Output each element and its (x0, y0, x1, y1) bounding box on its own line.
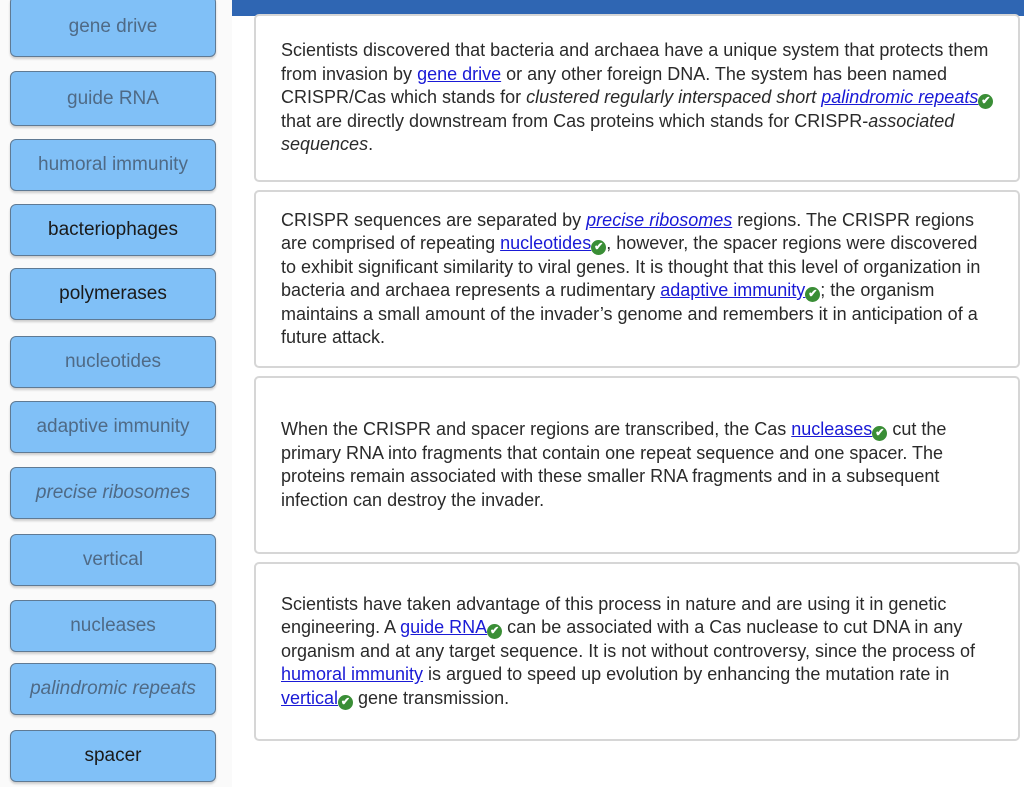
passage-card-2 (254, 190, 1020, 368)
passage-text: Scientists discovered that bacteria and archaea have a unique system that protects them from invasion by gene drive or any other foreign DNA. The system has been named CRISPR/Cas which stands for clustered regularly interspaced short palindromic repeats ✔ that are directly downstream from Cas proteins which stands for CRISPR-associated sequences. (281, 39, 994, 157)
answer-blank-vertical[interactable]: vertical (281, 687, 339, 708)
passage-text: When the CRISPR and spacer regions are transcribed, the Cas nucleases ✔ cut the primary RNA into fragments that contain one repeat sequence and one spacer. The proteins remain associated with these smaller RNA fragments and in a subsequent infection can destroy the invader. (281, 419, 947, 510)
correct-check-icon: ✔ (805, 287, 820, 302)
word-chip-nucleases[interactable]: nucleases (10, 600, 216, 652)
passage-text: CRISPR sequences are separated by precise ribosomes regions. The CRISPR regions are comprised of repeating nucleotides ✔ , however, the spacer regions were discovered to exhibit significant similarity to viral genes. It is thought that this level of organization in bacteria and archaea represents a rudimentary adaptive immunity ✔ ; the organism maintains a small amount of the invader’s genome and remembers it in anticipation of a future attack. (281, 209, 981, 347)
answer-blank-humoral-immunity[interactable]: humoral immunity (281, 664, 424, 685)
word-chip-bacteriophages[interactable]: bacteriophages (10, 204, 216, 256)
answer-blank-nucleases[interactable]: nucleases (791, 419, 873, 439)
word-chip-precise-ribosomes[interactable]: precise ribosomes (10, 467, 216, 519)
word-chip-vertical[interactable]: vertical (10, 534, 216, 586)
correct-check-icon: ✔ (338, 695, 353, 710)
correct-check-icon: ✔ (591, 240, 606, 255)
passage-card-3 (254, 376, 1020, 554)
passage-card-1 (254, 14, 1020, 182)
answer-blank-palindromic-repeats[interactable]: palindromic repeats (821, 87, 979, 108)
word-chip-polymerases[interactable]: polymerases (10, 268, 216, 320)
word-chip-spacer[interactable]: spacer (10, 730, 216, 782)
passage-text: Scientists have taken advantage of this process in nature and are using it in genetic engineering. A guide RNA ✔ can be associated with a Cas nuclease to cut DNA in any organism and at any target sequence. It is not without controversy, since the process of humoral immunity is argued to speed up evolution by enhancing the mutation rate in vertical ✔ gene transmission. (281, 593, 976, 708)
answer-blank-adaptive-immunity[interactable]: adaptive immunity (660, 280, 806, 300)
word-chip-gene-drive[interactable]: gene drive (10, 0, 216, 57)
word-chip-humoral-immunity[interactable]: humoral immunity (10, 139, 216, 191)
answer-blank-gene-drive[interactable]: gene drive (417, 63, 502, 84)
word-chip-guide-rna[interactable]: guide RNA (10, 71, 216, 126)
correct-check-icon: ✔ (872, 426, 887, 441)
word-chip-palindromic-repeats[interactable]: palindromic repeats (10, 663, 216, 715)
answer-blank-guide-rna[interactable]: guide RNA (400, 617, 488, 638)
passage-card-4 (254, 562, 1020, 741)
correct-check-icon: ✔ (487, 624, 502, 639)
answer-blank-nucleotides[interactable]: nucleotides (500, 233, 592, 253)
answer-blank-precise-ribosomes[interactable]: precise ribosomes (586, 209, 733, 230)
correct-check-icon: ✔ (978, 94, 993, 109)
word-bank (0, 0, 232, 787)
word-chip-nucleotides[interactable]: nucleotides (10, 336, 216, 388)
word-chip-adaptive-immunity[interactable]: adaptive immunity (10, 401, 216, 453)
